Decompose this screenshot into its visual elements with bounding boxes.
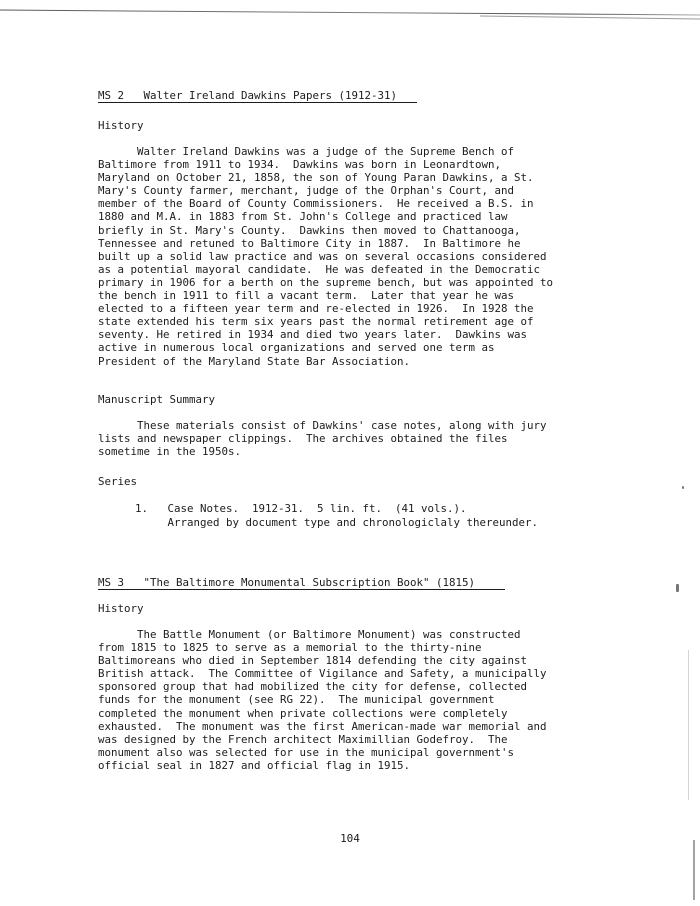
ms2-summary-paragraph — [98, 419, 547, 458]
page-number: 104 — [340, 832, 360, 845]
text-line: sponsored group that had mobilized the city for defense, collected — [98, 680, 528, 694]
ms3-heading: MS 3 "The Baltimore Monumental Subscription Book" (1815) — [98, 576, 476, 589]
ms2-history-label: History — [98, 119, 144, 132]
scan-artifact-right-edge — [688, 650, 689, 800]
text-line: active in numerous local organizations and served one term as — [98, 341, 495, 355]
text-line: Maryland on October 21, 1858, the son of Young Paran Dawkins, a St. — [98, 171, 534, 185]
series-item: 1. Case Notes. 1912-31. 5 lin. ft. (41 vols.). — [135, 502, 467, 515]
text-line: state extended his term six years past the normal retirement age of — [98, 315, 534, 329]
text-line: built up a solid law practice and was on several occasions considered — [98, 249, 547, 263]
series-item-detail: Arranged by document type and chronologiclaly thereunder. — [135, 516, 539, 529]
text-line: British attack. The Committee of Vigilance and Safety, a municipally — [98, 667, 547, 681]
text-line: President of the Maryland State Bar Association. — [98, 354, 411, 368]
text-line: sometime in the 1950s. — [98, 445, 242, 459]
text-line: Baltimoreans who died in September 1814 defending the city against — [98, 654, 528, 668]
scan-speck — [682, 486, 684, 489]
text-line: elected to a fifteen year term and re-elected in 1926. In 1928 the — [98, 302, 534, 316]
text-line: seventy. He retired in 1934 and died two years later. Dawkins was — [98, 328, 528, 342]
scan-artifact-right-edge-lower — [693, 840, 695, 900]
text-line: from 1815 to 1825 to serve as a memorial to the thirty-nine — [98, 641, 482, 655]
ms2-summary-label: Manuscript Summary — [98, 393, 216, 406]
ms2-series-list — [135, 502, 538, 530]
text-line: completed the monument when private collections were completely — [98, 706, 508, 720]
ms3-history-label: History — [98, 602, 144, 615]
text-line: primary in 1906 for a berth on the supreme bench, but was appointed to — [98, 275, 554, 289]
scan-artifact-top-rule-2 — [480, 15, 700, 19]
text-line: as a potential mayoral candidate. He was defeated in the Democratic — [98, 262, 541, 276]
scan-artifact-top-rule — [0, 10, 700, 16]
text-line: Mary's County farmer, merchant, judge of the Orphan's Court, and — [98, 184, 515, 198]
ms3-history-paragraph — [98, 628, 547, 772]
text-line: monument also was selected for use in the municipal government's — [98, 745, 515, 759]
ms3-heading-underline — [98, 589, 505, 590]
text-line: was designed by the French architect Maximillian Godefroy. The — [98, 732, 508, 746]
text-line: The Battle Monument (or Baltimore Monument) was constructed — [98, 628, 521, 641]
text-line: the bench in 1911 to fill a vacant term. Later that year he was — [98, 289, 515, 303]
text-line: 1880 and M.A. in 1883 from St. John's College and practiced law — [98, 210, 508, 224]
text-line: official seal in 1827 and official flag in 1915. — [98, 758, 411, 772]
ms2-heading: MS 2 Walter Ireland Dawkins Papers (1912-31) — [98, 89, 398, 102]
text-line: lists and newspaper clippings. The archives obtained the files — [98, 432, 508, 446]
text-line: Walter Ireland Dawkins was a judge of the Supreme Bench of — [98, 145, 515, 158]
text-line: exhausted. The monument was the first American-made war memorial and — [98, 719, 547, 733]
text-line: briefly in St. Mary's County. Dawkins then moved to Chattanooga, — [98, 223, 521, 237]
text-line: Baltimore from 1911 to 1934. Dawkins was born in Leonardtown, — [98, 158, 502, 172]
ms2-history-paragraph — [98, 145, 553, 368]
ms2-heading-underline — [98, 102, 417, 103]
ms2-series-label: Series — [98, 475, 138, 488]
text-line: member of the Board of County Commissioners. He received a B.S. in — [98, 197, 534, 211]
text-line: These materials consist of Dawkins' case notes, along with jury — [98, 419, 547, 432]
text-line: funds for the monument (see RG 22). The municipal government — [98, 693, 495, 707]
text-line: Tennessee and retuned to Baltimore City in 1887. In Baltimore he — [98, 236, 521, 250]
scan-speck — [676, 584, 679, 592]
